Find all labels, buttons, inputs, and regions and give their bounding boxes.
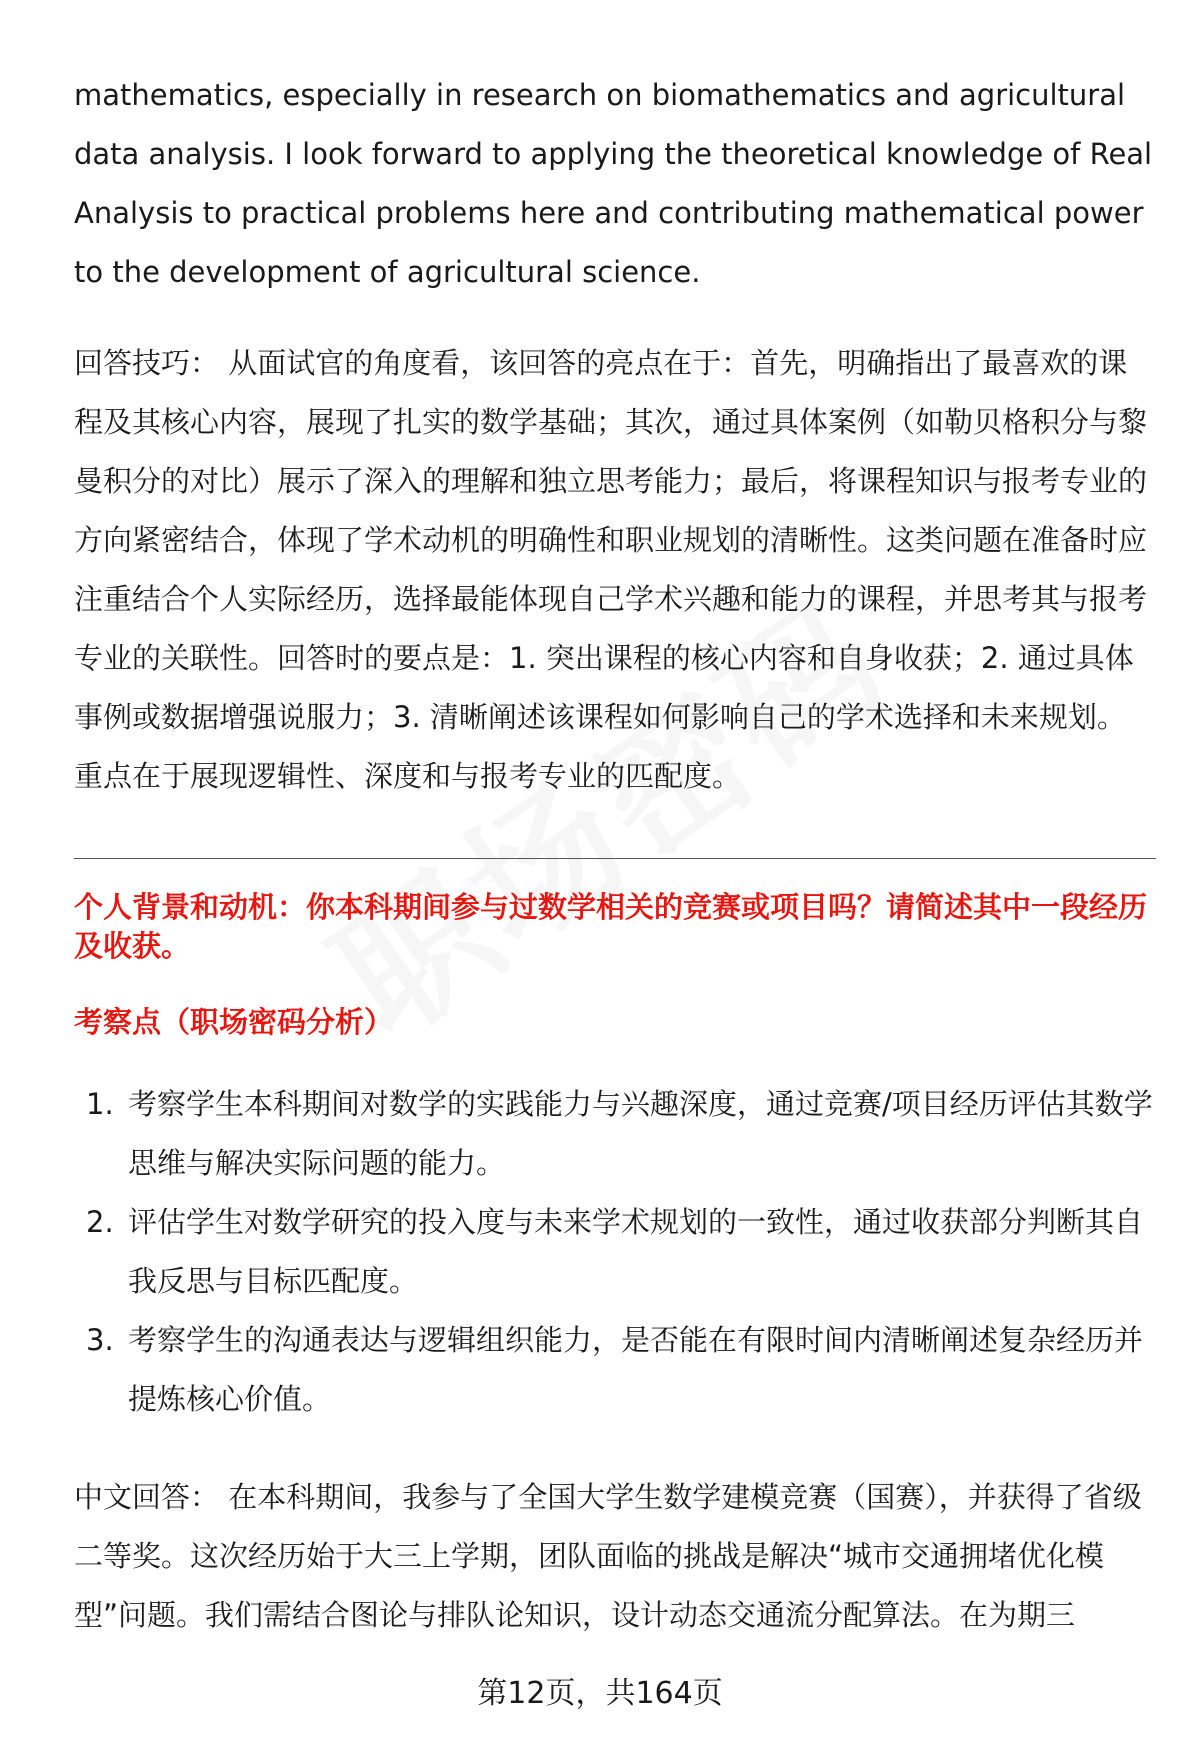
question-heading: 个人背景和动机：你本科期间参与过数学相关的竞赛或项目吗？请简述其中一段经历及收获。	[74, 890, 1148, 963]
list-item-number: 3.	[86, 1323, 114, 1357]
answer-tips-text: 从面试官的角度看，该回答的亮点在于：首先，明确指出了最喜欢的课程及其核心内容，展现了扎实的数学基础；其次，通过具体案例（如勒贝格积分与黎曼积分的对比）展示了深入的理解和独立思考能力；最后，将课程知识与报考专业的方向紧密结合，体现了学术动机的明确性和职业规划的清晰性。这类问题在准备时应注重结合个人实际经历，选择最能体现自己学术兴趣和能力的课程，并思考其与报考专业的关联性。回答时的要点是：1. 突出课程的核心内容和自身收获；2. 通过具体事例或数据增强说服力；3. 清晰阐述该课程如何影响自己的学术选择和未来规划。重点在于展现逻辑性、深度和与报考专业的匹配度。	[74, 346, 1148, 793]
english-answer-paragraph: mathematics, especially in research on biomathematics and agricultural data analysis. I look forward to applying the theoretical knowledge of Real Analysis to practical problems here and contributing mathematical power to the development of agricultural science.	[74, 78, 1153, 289]
chinese-answer-label: 中文回答：	[74, 1480, 220, 1514]
answer-tips-label: 回答技巧：	[74, 346, 220, 380]
exam-points-list	[74, 1075, 1156, 1429]
answer-tips-paragraph	[74, 334, 1154, 806]
list-item	[74, 1193, 1156, 1311]
chinese-answer-text: 在本科期间，我参与了全国大学生数学建模竞赛（国赛），并获得了省级二等奖。这次经历始于大三上学期，团队面临的挑战是解决“城市交通拥堵优化模型”问题。我们需结合图论与排队论知识，设计动态交通流分配算法。在为期三	[74, 1480, 1142, 1632]
page-number-footer: 第12页，共164页	[477, 1676, 723, 1711]
list-item-text: 评估学生对数学研究的投入度与未来学术规划的一致性，通过收获部分判断其自我反思与目标匹配度。	[128, 1205, 1144, 1298]
section-divider	[74, 858, 1156, 859]
list-item-number: 1.	[86, 1087, 114, 1121]
list-item	[74, 1311, 1156, 1429]
chinese-answer-paragraph	[74, 1468, 1154, 1645]
list-item	[74, 1075, 1156, 1193]
exam-points-heading: 考察点（职场密码分析）	[74, 1005, 394, 1039]
list-item-number: 2.	[86, 1205, 114, 1239]
list-item-text: 考察学生本科期间对数学的实践能力与兴趣深度，通过竞赛/项目经历评估其数学思维与解决实际问题的能力。	[128, 1087, 1153, 1180]
list-item-text: 考察学生的沟通表达与逻辑组织能力，是否能在有限时间内清晰阐述复杂经历并提炼核心价值。	[128, 1323, 1144, 1416]
